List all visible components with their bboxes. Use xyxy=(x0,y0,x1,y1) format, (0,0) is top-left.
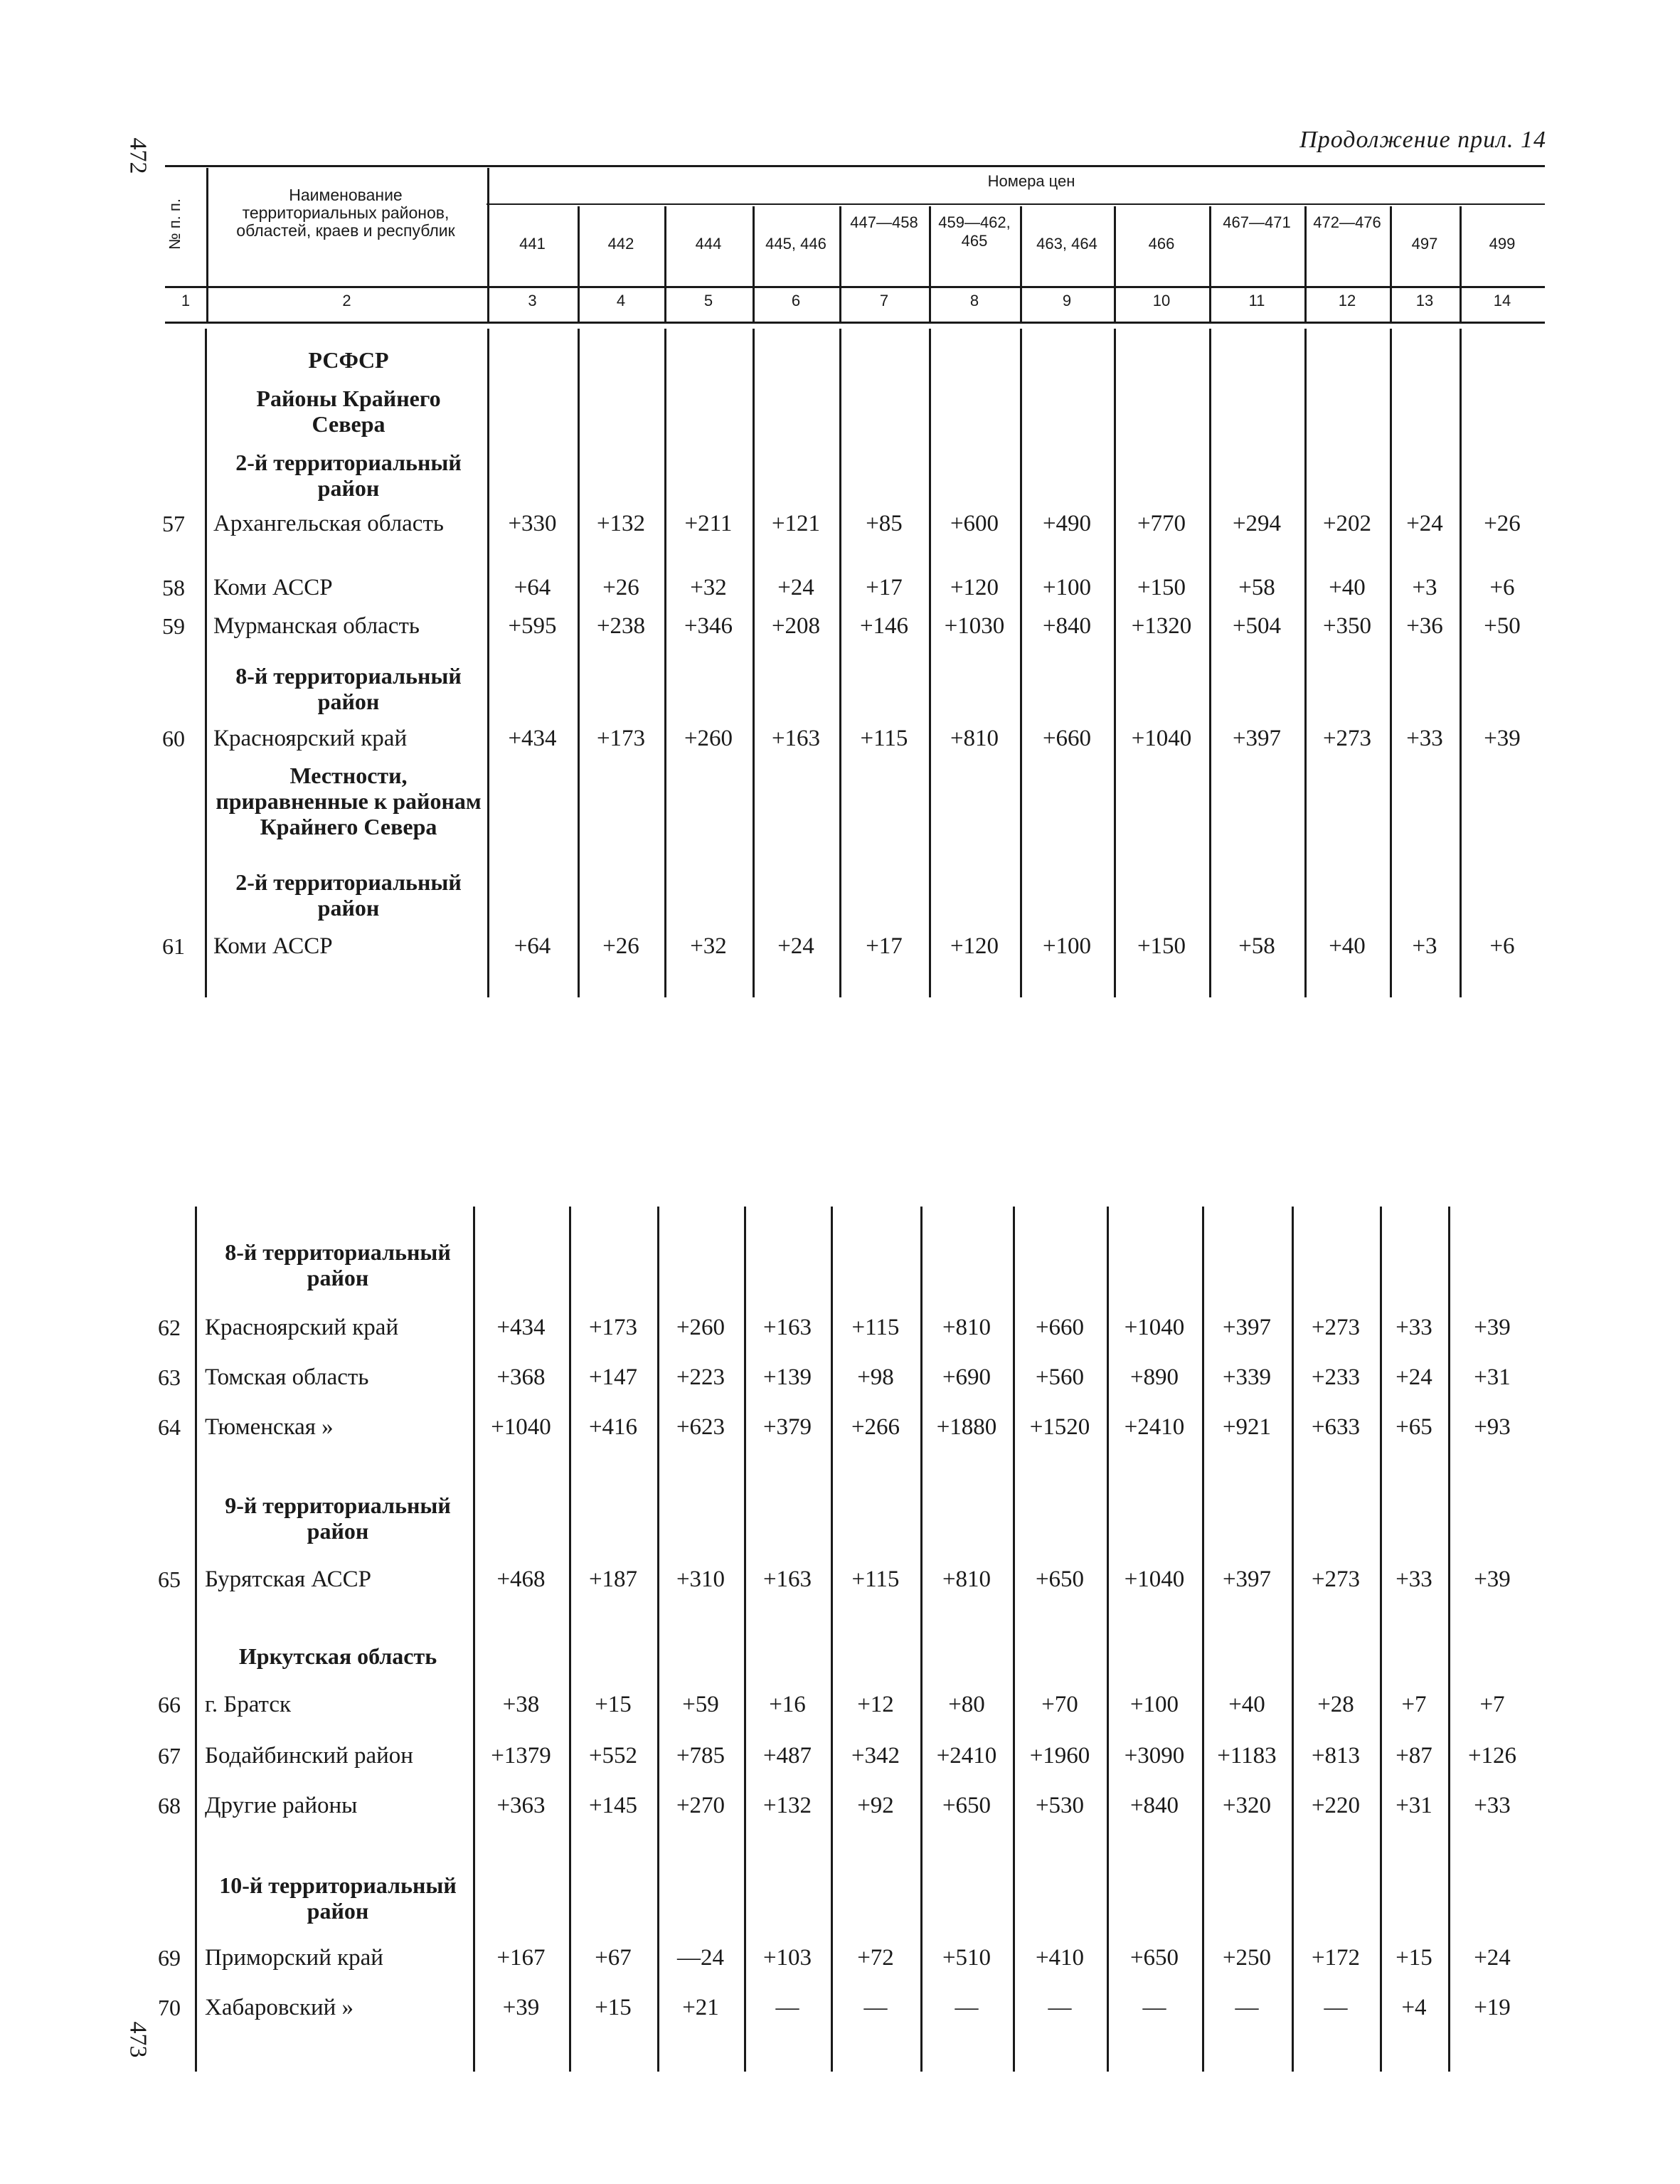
table-cell: +813 xyxy=(1311,1743,1361,1769)
bottom-col-line xyxy=(920,1207,923,2072)
table-cell: +31 xyxy=(1395,1793,1432,1818)
section-rsfsr: РСФСР xyxy=(308,347,389,373)
page-number-top: 472 xyxy=(124,137,151,174)
table-cell: +100 xyxy=(1129,1692,1179,1717)
top-col-line xyxy=(839,329,841,997)
table-cell: +600 xyxy=(950,511,999,536)
table-cell: +2410 xyxy=(936,1743,997,1769)
row-number: 65 xyxy=(158,1567,181,1592)
price-column-header: 467—471 xyxy=(1223,213,1291,231)
table-cell: +220 xyxy=(1311,1793,1361,1818)
table-cell: +28 xyxy=(1317,1692,1354,1717)
table-cell: +7 xyxy=(1479,1692,1505,1717)
table-cell: +64 xyxy=(514,575,551,600)
table-cell: +840 xyxy=(1129,1793,1179,1818)
section-far-north: Районы Крайнего Севера xyxy=(256,386,441,437)
header-col-line xyxy=(578,206,580,322)
table-cell: —24 xyxy=(677,1945,724,1971)
row-number: 58 xyxy=(162,575,185,600)
table-cell: +368 xyxy=(496,1364,546,1390)
table-cell: +92 xyxy=(857,1793,894,1818)
table-cell: +330 xyxy=(508,511,557,536)
table-cell: +40 xyxy=(1228,1692,1265,1717)
row-name: Мурманская область xyxy=(213,613,420,639)
table-cell: +115 xyxy=(851,1567,900,1592)
price-column-header: 499 xyxy=(1489,235,1516,253)
header-col-line xyxy=(1304,206,1307,322)
table-cell: +150 xyxy=(1137,933,1186,959)
table-cell: +785 xyxy=(676,1743,725,1769)
header-left-line xyxy=(206,168,208,322)
table-cell: +1960 xyxy=(1029,1743,1090,1769)
header-col-line xyxy=(1209,206,1211,322)
header-col-line xyxy=(839,206,841,322)
table-cell: +173 xyxy=(588,1315,638,1340)
top-col-line xyxy=(1020,329,1022,997)
table-cell: +339 xyxy=(1222,1364,1272,1390)
section-8th-district: 8-й территориальный район xyxy=(235,663,462,714)
table-cell: +15 xyxy=(595,1692,632,1717)
price-column-header: 444 xyxy=(695,235,722,253)
table-cell: +650 xyxy=(1035,1567,1085,1592)
table-cell: +810 xyxy=(942,1315,991,1340)
table-cell: +810 xyxy=(950,726,999,751)
table-cell: +1520 xyxy=(1029,1414,1090,1440)
table-cell: +223 xyxy=(676,1364,725,1390)
price-column-header: 441 xyxy=(519,235,546,253)
table-cell: +33 xyxy=(1395,1315,1432,1340)
bottom-col-line xyxy=(473,1207,475,2072)
row-name: Коми АССР xyxy=(213,933,333,959)
row-name: Приморский край xyxy=(205,1945,383,1971)
table-cell: +650 xyxy=(942,1793,991,1818)
bottom-col-line xyxy=(1107,1207,1109,2072)
row-name: Коми АССР xyxy=(213,575,333,600)
table-cell: +24 xyxy=(1474,1945,1511,1971)
table-cell: +24 xyxy=(1395,1364,1432,1390)
section-10th-district: 10-й территориальный район xyxy=(219,1872,457,1924)
table-cell: +39 xyxy=(1474,1315,1511,1340)
table-cell: +294 xyxy=(1232,511,1282,536)
header-col-line xyxy=(664,206,666,322)
table-cell: — xyxy=(1048,1995,1072,2020)
bottom-col-line xyxy=(569,1207,571,2072)
price-column-header: 472—476 xyxy=(1313,213,1381,231)
table-cell: +633 xyxy=(1311,1414,1361,1440)
header-col-line xyxy=(753,206,755,322)
table-cell: +67 xyxy=(595,1945,632,1971)
table-cell: +115 xyxy=(851,1315,900,1340)
table-cell: +238 xyxy=(596,613,646,639)
section-8th-district-b: 8-й территориальный район xyxy=(225,1239,451,1290)
bottom-col-line xyxy=(1380,1207,1382,2072)
header-colnum-rule xyxy=(165,322,1545,324)
table-cell: +32 xyxy=(690,933,727,959)
table-cell: +12 xyxy=(857,1692,894,1717)
table-cell: +139 xyxy=(762,1364,812,1390)
table-cell: +250 xyxy=(1222,1945,1272,1971)
row-number: 69 xyxy=(158,1945,181,1971)
row-number: 64 xyxy=(158,1414,181,1440)
table-cell: +40 xyxy=(1329,575,1366,600)
table-cell: +530 xyxy=(1035,1793,1085,1818)
column-number-4: 4 xyxy=(616,292,626,309)
bottom-col-line xyxy=(1013,1207,1015,2072)
header-bottom-rule xyxy=(165,286,1545,288)
table-cell: +15 xyxy=(1395,1945,1432,1971)
top-col-line xyxy=(487,329,489,997)
table-cell: +1183 xyxy=(1217,1743,1277,1769)
price-column-header: 497 xyxy=(1411,235,1438,253)
top-col-line xyxy=(664,329,666,997)
table-cell: +921 xyxy=(1222,1414,1272,1440)
table-cell: +4 xyxy=(1401,1995,1427,2020)
row-name: Хабаровский » xyxy=(205,1995,354,2020)
row-number: 60 xyxy=(162,726,185,751)
table-cell: +21 xyxy=(682,1995,719,2020)
row-number: 66 xyxy=(158,1692,181,1717)
bottom-col-line xyxy=(1448,1207,1450,2072)
column-number-10: 10 xyxy=(1152,292,1171,309)
column-number-2: 2 xyxy=(342,292,351,309)
table-cell: +98 xyxy=(857,1364,894,1390)
column-number-9: 9 xyxy=(1062,292,1072,309)
table-cell: +17 xyxy=(866,933,903,959)
section-2nd-district-b: 2-й территориальный район xyxy=(235,869,462,921)
table-cell: +87 xyxy=(1395,1743,1432,1769)
table-cell: +100 xyxy=(1042,575,1092,600)
table-cell: +552 xyxy=(588,1743,638,1769)
column-number-8: 8 xyxy=(969,292,979,309)
table-cell: +211 xyxy=(684,511,733,536)
table-cell: +363 xyxy=(496,1793,546,1818)
table-cell: +397 xyxy=(1232,726,1282,751)
table-cell: +65 xyxy=(1395,1414,1432,1440)
table-cell: +59 xyxy=(682,1692,719,1717)
row-number: 59 xyxy=(162,613,185,639)
page-number-bottom: 473 xyxy=(124,2021,151,2058)
continuation-title: Продолжение прил. 14 xyxy=(1299,127,1546,153)
table-cell: +1880 xyxy=(936,1414,997,1440)
table-cell: +72 xyxy=(857,1945,894,1971)
table-cell: +15 xyxy=(595,1995,632,2020)
table-cell: +50 xyxy=(1484,613,1521,639)
column-number-13: 13 xyxy=(1415,292,1434,309)
row-name: Тюменская » xyxy=(205,1414,334,1440)
bottom-col-line xyxy=(657,1207,659,2072)
table-cell: +510 xyxy=(942,1945,991,1971)
section-irkutsk: Иркутская область xyxy=(238,1643,437,1669)
table-cell: +172 xyxy=(1311,1945,1361,1971)
table-cell: — xyxy=(1142,1995,1166,2020)
table-cell: +434 xyxy=(508,726,557,751)
bottom-name-line xyxy=(195,1207,197,2072)
table-cell: +163 xyxy=(762,1315,812,1340)
table-cell: +1040 xyxy=(1124,1567,1185,1592)
table-cell: +80 xyxy=(948,1692,985,1717)
table-cell: +70 xyxy=(1041,1692,1078,1717)
header-col-line xyxy=(1460,206,1462,322)
table-cell: +202 xyxy=(1322,511,1372,536)
table-cell: +434 xyxy=(496,1315,546,1340)
column-number-3: 3 xyxy=(528,292,537,309)
table-cell: +187 xyxy=(588,1567,638,1592)
table-cell: — xyxy=(775,1995,799,2020)
table-cell: +100 xyxy=(1042,933,1092,959)
column-number-11: 11 xyxy=(1248,292,1265,309)
table-cell: +58 xyxy=(1238,933,1275,959)
table-cell: +64 xyxy=(514,933,551,959)
table-cell: +163 xyxy=(771,726,821,751)
row-number: 70 xyxy=(158,1995,181,2020)
section-2nd-district: 2-й территориальный район xyxy=(235,450,462,501)
table-cell: +38 xyxy=(502,1692,540,1717)
row-name: Томская область xyxy=(205,1364,369,1390)
table-cell: +487 xyxy=(762,1743,812,1769)
price-column-header: 466 xyxy=(1148,235,1175,253)
table-cell: +32 xyxy=(690,575,727,600)
table-cell: +273 xyxy=(1311,1567,1361,1592)
table-cell: +1040 xyxy=(1131,726,1192,751)
table-cell: +595 xyxy=(508,613,557,639)
price-column-header: 459—462, 465 xyxy=(938,213,1011,250)
table-cell: +310 xyxy=(676,1567,725,1592)
column-number-6: 6 xyxy=(791,292,801,309)
table-cell: +24 xyxy=(777,933,814,959)
top-name-line xyxy=(205,329,207,997)
table-cell: +660 xyxy=(1035,1315,1085,1340)
table-cell: +379 xyxy=(762,1414,812,1440)
table-cell: +1040 xyxy=(1124,1315,1185,1340)
table-cell: +33 xyxy=(1395,1567,1432,1592)
table-cell: +39 xyxy=(1474,1567,1511,1592)
table-cell: +273 xyxy=(1322,726,1372,751)
header-col-line xyxy=(1020,206,1022,322)
header-col-line xyxy=(1114,206,1116,322)
table-cell: +39 xyxy=(502,1995,540,2020)
table-cell: +397 xyxy=(1222,1315,1272,1340)
table-cell: +120 xyxy=(950,575,999,600)
table-cell: +36 xyxy=(1406,613,1443,639)
table-cell: +560 xyxy=(1035,1364,1085,1390)
table-cell: +266 xyxy=(851,1414,900,1440)
table-cell: +173 xyxy=(596,726,646,751)
table-cell: +33 xyxy=(1474,1793,1511,1818)
table-cell: +39 xyxy=(1484,726,1521,751)
table-cell: +93 xyxy=(1474,1414,1511,1440)
column-number-12: 12 xyxy=(1338,292,1356,309)
table-cell: +270 xyxy=(676,1793,725,1818)
table-cell: +1379 xyxy=(491,1743,551,1769)
row-number: 68 xyxy=(158,1793,181,1818)
table-cell: +1320 xyxy=(1131,613,1192,639)
table-cell: +623 xyxy=(676,1414,725,1440)
table-cell: +31 xyxy=(1474,1364,1511,1390)
row-number: 61 xyxy=(162,933,185,959)
table-cell: +3 xyxy=(1412,933,1437,959)
row-number: 62 xyxy=(158,1315,181,1340)
header-col-line xyxy=(487,168,489,322)
table-cell: +132 xyxy=(762,1793,812,1818)
row-number: 57 xyxy=(162,511,185,536)
table-cell: +260 xyxy=(676,1315,725,1340)
table-cell: +490 xyxy=(1042,511,1092,536)
bottom-col-line xyxy=(1292,1207,1294,2072)
table-cell: +7 xyxy=(1401,1692,1427,1717)
table-cell: +273 xyxy=(1311,1315,1361,1340)
bottom-col-line xyxy=(831,1207,833,2072)
table-cell: +690 xyxy=(942,1364,991,1390)
table-cell: — xyxy=(863,1995,888,2020)
top-col-line xyxy=(1304,329,1307,997)
price-column-header: 463, 464 xyxy=(1036,235,1097,253)
table-cell: +167 xyxy=(496,1945,546,1971)
row-name: Бодайбинский район xyxy=(205,1743,413,1769)
table-cell: +660 xyxy=(1042,726,1092,751)
table-cell: +146 xyxy=(859,613,909,639)
table-cell: +19 xyxy=(1474,1995,1511,2020)
top-col-line xyxy=(1114,329,1116,997)
table-cell: — xyxy=(955,1995,979,2020)
header-name: Наименование территориальных районов, областей, краев и республик xyxy=(236,186,455,240)
table-cell: +342 xyxy=(851,1743,900,1769)
table-cell: +1030 xyxy=(944,613,1005,639)
table-cell: +103 xyxy=(762,1945,812,1971)
table-cell: +770 xyxy=(1137,511,1186,536)
bottom-col-line xyxy=(1202,1207,1204,2072)
row-name: г. Братск xyxy=(205,1692,292,1717)
column-number-1: 1 xyxy=(181,292,191,309)
table-cell: +1040 xyxy=(491,1414,551,1440)
table-cell: +650 xyxy=(1129,1945,1179,1971)
table-cell: +120 xyxy=(950,933,999,959)
table-cell: +145 xyxy=(588,1793,638,1818)
table-cell: +40 xyxy=(1329,933,1366,959)
table-cell: +150 xyxy=(1137,575,1186,600)
top-col-line xyxy=(1209,329,1211,997)
row-name: Архангельская область xyxy=(213,511,444,536)
table-cell: +350 xyxy=(1322,613,1372,639)
price-column-header: 442 xyxy=(607,235,634,253)
table-cell: +33 xyxy=(1406,726,1443,751)
column-number-14: 14 xyxy=(1493,292,1511,309)
table-cell: +233 xyxy=(1311,1364,1361,1390)
table-cell: +58 xyxy=(1238,575,1275,600)
table-cell: +147 xyxy=(588,1364,638,1390)
row-name: Другие районы xyxy=(205,1793,358,1818)
table-cell: +6 xyxy=(1489,575,1515,600)
top-col-line xyxy=(1390,329,1392,997)
bottom-col-line xyxy=(744,1207,746,2072)
table-cell: +24 xyxy=(777,575,814,600)
row-name: Красноярский край xyxy=(213,726,408,751)
table-cell: +3 xyxy=(1412,575,1437,600)
price-column-header: 445, 446 xyxy=(765,235,826,253)
header-col-no: № п. п. xyxy=(165,198,184,250)
top-col-line xyxy=(753,329,755,997)
header-top-rule xyxy=(165,165,1545,167)
table-cell: +85 xyxy=(866,511,903,536)
top-col-line xyxy=(929,329,931,997)
table-cell: +26 xyxy=(1484,511,1521,536)
row-name: Бурятская АССР xyxy=(205,1567,371,1592)
table-cell: +24 xyxy=(1406,511,1443,536)
table-cell: +2410 xyxy=(1124,1414,1185,1440)
prices-label-rule xyxy=(487,203,1545,205)
table-cell: — xyxy=(1235,1995,1259,2020)
table-cell: +468 xyxy=(496,1567,546,1592)
table-cell: +397 xyxy=(1222,1567,1272,1592)
table-cell: +3090 xyxy=(1124,1743,1185,1769)
table-cell: — xyxy=(1324,1995,1348,2020)
table-cell: +410 xyxy=(1035,1945,1085,1971)
section-equivalent-areas: Местности, приравненные к районам Крайнего Севера xyxy=(216,763,482,839)
table-cell: +416 xyxy=(588,1414,638,1440)
table-cell: +840 xyxy=(1042,613,1092,639)
header-prices: Номера цен xyxy=(987,172,1075,190)
table-cell: +504 xyxy=(1232,613,1282,639)
table-cell: +121 xyxy=(771,511,821,536)
table-cell: +810 xyxy=(942,1567,991,1592)
header-col-line xyxy=(1390,206,1392,322)
table-cell: +115 xyxy=(860,726,908,751)
price-column-header: 447—458 xyxy=(850,213,918,231)
table-cell: +132 xyxy=(596,511,646,536)
column-number-7: 7 xyxy=(879,292,889,309)
section-9th-district: 9-й территориальный район xyxy=(225,1493,451,1544)
table-cell: +208 xyxy=(771,613,821,639)
top-col-line xyxy=(578,329,580,997)
table-cell: +260 xyxy=(684,726,733,751)
table-cell: +17 xyxy=(866,575,903,600)
column-number-5: 5 xyxy=(703,292,713,309)
table-cell: +26 xyxy=(602,575,639,600)
table-cell: +163 xyxy=(762,1567,812,1592)
table-cell: +126 xyxy=(1467,1743,1517,1769)
table-cell: +890 xyxy=(1129,1364,1179,1390)
table-cell: +346 xyxy=(684,613,733,639)
table-cell: +26 xyxy=(602,933,639,959)
table-cell: +6 xyxy=(1489,933,1515,959)
row-number: 67 xyxy=(158,1743,181,1769)
header-col-line xyxy=(929,206,931,322)
table-cell: +16 xyxy=(769,1692,806,1717)
row-name: Красноярский край xyxy=(205,1315,399,1340)
table-cell: +320 xyxy=(1222,1793,1272,1818)
top-col-line xyxy=(1460,329,1462,997)
row-number: 63 xyxy=(158,1364,181,1390)
